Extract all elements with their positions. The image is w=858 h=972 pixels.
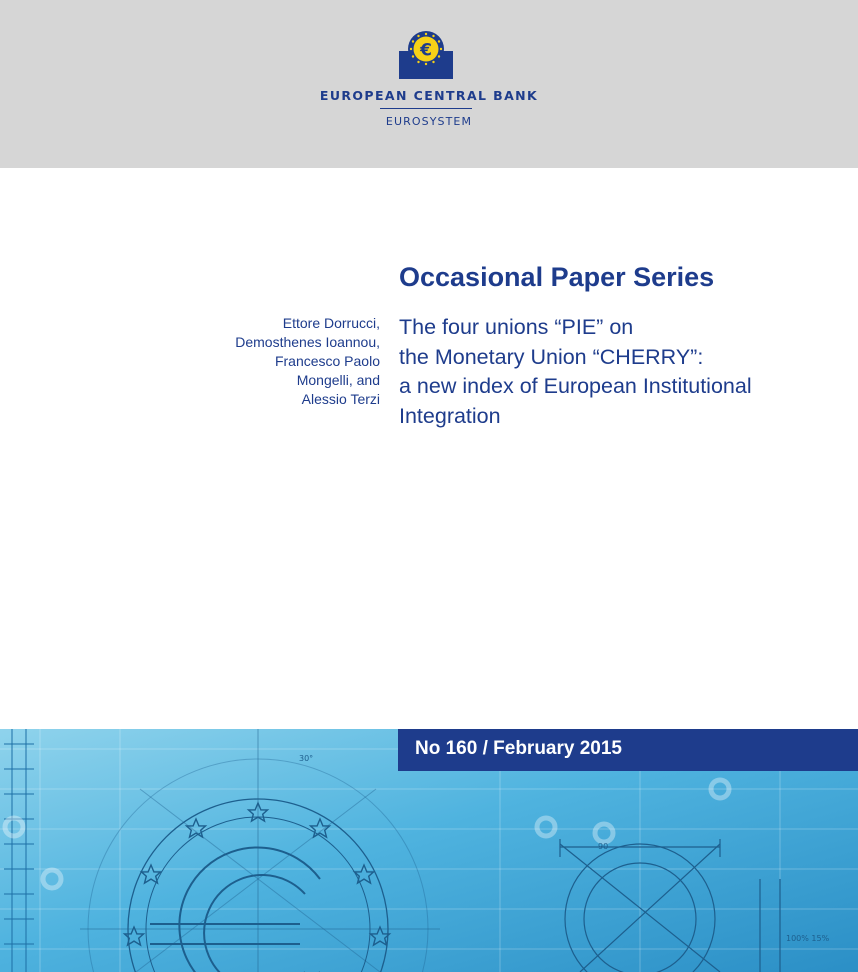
dimension-label: 90 [598,842,609,851]
paper-title-line: the Monetary Union “CHERRY”: [399,344,704,369]
organization-name: EUROPEAN CENTRAL BANK [319,88,539,103]
issue-banner [398,729,858,771]
author-line: Francesco Paolo [274,353,380,369]
author-line: Ettore Dorrucci, [282,315,380,331]
paper-title-line: Integration [399,403,501,428]
paper-title-line: The four unions “PIE” on [399,315,634,339]
header-band [0,0,858,168]
paper-title [399,313,819,431]
issue-number-date: No 160 / February 2015 [415,738,622,759]
ecb-logo-icon [399,31,453,79]
series-title: Occasional Paper Series [399,262,715,292]
svg-text:€: € [420,40,432,61]
organization-divider [380,108,472,109]
paper-title-line: a new index of European Institutional [399,374,752,398]
scale-label: 100% 15% [786,934,830,943]
author-line: Alessio Terzi [301,391,380,407]
author-line: Demosthenes Ioannou, [235,334,380,350]
author-line: Mongelli, and [296,372,380,388]
author-list [200,314,380,409]
organization-subtitle: EUROSYSTEM [385,115,473,128]
angle-label: 30° [299,754,314,763]
